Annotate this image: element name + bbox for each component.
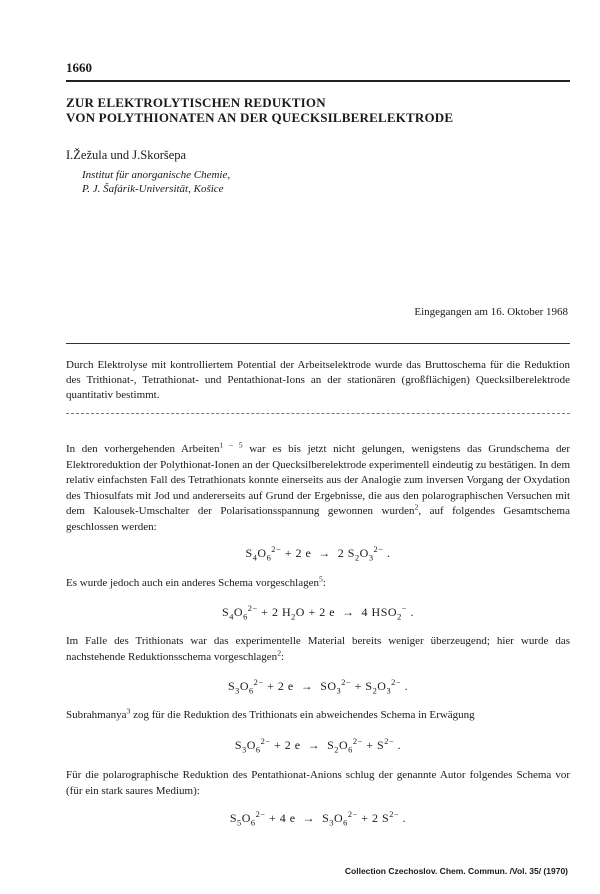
equation-2: $S_4O_6^{2-} + 2$ $H_2O + 2$ e → 4 $HSO_2^-$ . — [222, 604, 414, 622]
paragraph-3 — [66, 634, 570, 665]
title-line-2: VON POLYTHIONATEN AN DER QUECKSILBERELEKTRODE — [66, 110, 454, 125]
paragraph-1 — [66, 442, 570, 536]
abstract-rule-top — [66, 343, 570, 344]
p3-end: : — [281, 650, 285, 663]
p2-end: : — [322, 577, 326, 589]
p3-text: Im Falle des Trithionats war das experimentelle Material bereits weniger überzeugend; hier wurde das nachstehende Reduktionsschema vorgeschlagen — [66, 635, 570, 663]
p1-ref2: 2 — [414, 502, 419, 512]
abstract: Durch Elektrolyse mit kontrolliertem Potential der Arbeitselektrode wurde das Bruttoschema für die Reduktion des Trithionat-, Tetrathionat- und Pentathionat-Ions an der stationären (großflächigen) Quecksilberelektrode quantitativ bestimmt. — [66, 359, 570, 401]
p1-ref: 1 – 5 — [219, 440, 243, 450]
affiliation-line-2: P. J. Šafárik-Universität, Košice — [82, 183, 224, 195]
equation-3: $S_3O_6^{2-} + 2$ $e \to SO_3^{2-} + S_2O_3^{2-}$ . — [227, 678, 409, 696]
journal-footer: Collection Czechoslov. Chem. Commun. /Vol. 35/ (1970) — [344, 866, 568, 876]
page-number: 1660 — [66, 60, 92, 75]
p2-text: Es wurde jedoch auch ein anderes Schema vorgeschlagen — [66, 577, 320, 589]
paragraph-5: Für die polarographische Reduktion des Pentathionat-Anions schlug der genannte Autor folgendes Schema vor (für ein stark saures Medium): — [66, 769, 570, 797]
p1-text-b: war es bis jetzt nicht gelungen, wenigstens das Grundschema der Elektroreduktion der Polythionat-Ionen an der Quecksilberelektrode experimentell eindeutig zu bestätigen. In dem relativ einfachsten Fall des Tetrathionats konnte einerseits aus der Analogie zum inversen Vorgang der Oxydation des Thiosulfats mit Jod und andererseits auf Grund der Ergebnisse, die aus den polarographischen Versuchen mit dem Kalousek-Umschalter der Polarisationsspannung gewonnen wurden — [66, 443, 570, 518]
paragraph-2 — [66, 576, 570, 592]
equation-4: $S_3O_6^{2-} + 2$ $e \to S_2O_6^{2-} + S^{2-}$ . — [234, 737, 402, 755]
header-rule — [66, 80, 570, 82]
p4-text: zog für die Reduktion des Trithionats ein abweichendes Schema in Erwägung — [130, 709, 475, 721]
abstract-rule-bottom — [66, 413, 570, 414]
p4-name: Subrahmanya — [66, 709, 127, 721]
p3-ref: 2 — [277, 647, 282, 657]
p1-text-a: In den vorhergehenden Arbeiten — [66, 443, 220, 455]
paragraph-4 — [66, 708, 570, 724]
p2-ref: 5 — [319, 574, 323, 584]
title-line-1: ZUR ELEKTROLYTISCHEN REDUKTION — [66, 95, 326, 110]
affiliation — [82, 168, 230, 196]
equation-5: $S_5O_6^{2-} + 4$ $e \to S_3O_6^{2-} + 2$ $S^{2-}$ . — [229, 810, 407, 828]
affiliation-line-1: Institut für anorganische Chemie, — [82, 169, 231, 181]
paper-title — [66, 95, 570, 125]
p4-ref: 3 — [126, 706, 131, 716]
authors: I.Žežula und J.Skoršepa — [66, 148, 187, 162]
received-date: Eingegangen am 16. Oktober 1968 — [414, 306, 568, 318]
equation-1: $S_4O_6^{2-} + 2$ e → 2 $S_2O_3^{2-}$ . — [245, 545, 391, 563]
p1-text-c: , auf folgendes Gesamtschema geschlossen werden: — [66, 505, 570, 533]
